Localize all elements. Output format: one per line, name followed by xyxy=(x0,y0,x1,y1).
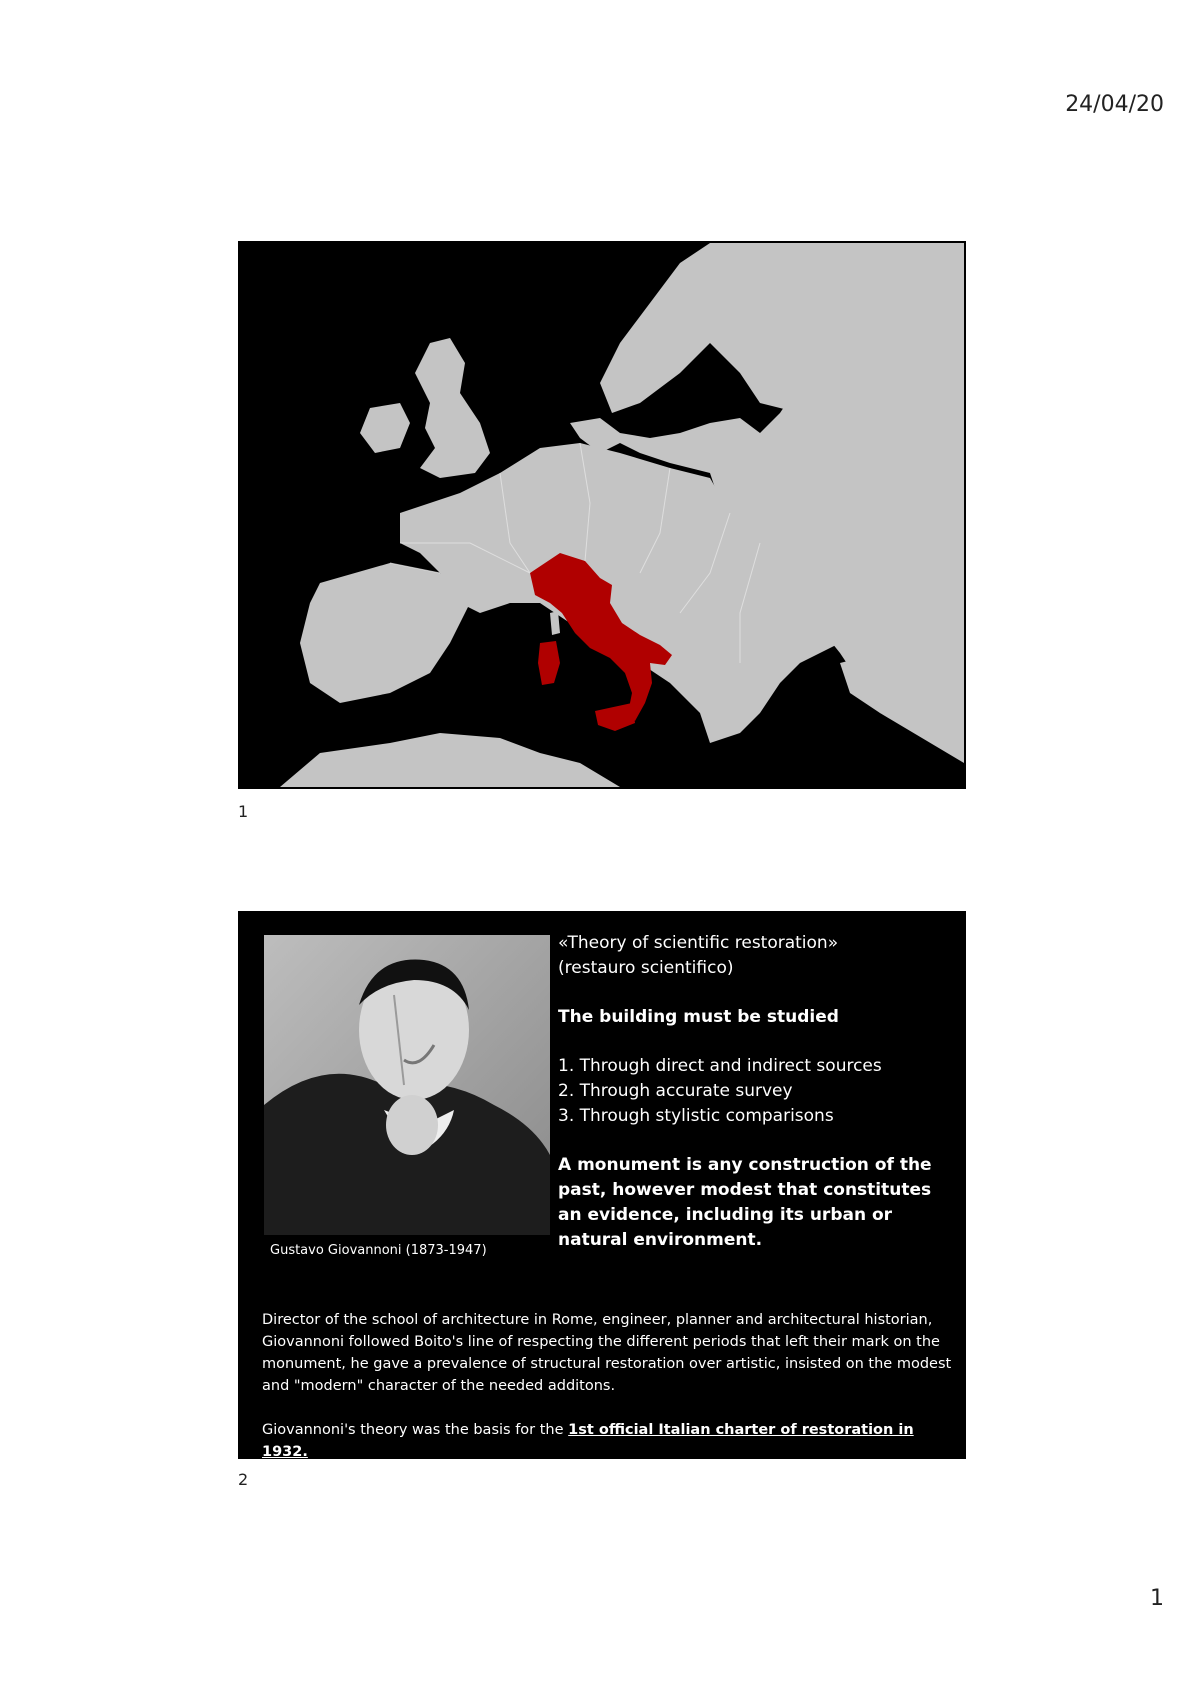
study-heading: The building must be studied xyxy=(558,1007,839,1027)
slide-2-number: 2 xyxy=(238,1470,249,1489)
step-item: 1. Through direct and indirect sources xyxy=(558,1056,882,1076)
slide-2 xyxy=(238,911,966,1459)
europe-map xyxy=(240,243,964,787)
bio-paragraph: Director of the school of architecture in Rome, engineer, planner and architectural historian, Giovannoni followed Boito's line of respecting the different periods that left their mark on the monument, he gave a prevalence of structural restoration over artistic, insisted on the modest and "modern" character of the needed additons. xyxy=(262,1312,952,1394)
step-item: 3. Through stylistic comparisons xyxy=(558,1106,834,1126)
theory-title: «Theory of scientific restoration» xyxy=(558,933,839,953)
slide-1-number: 1 xyxy=(238,802,249,821)
charter-prefix: Giovannoni's theory was the basis for the xyxy=(262,1422,569,1438)
charter-paragraph xyxy=(262,1419,952,1463)
step-item: 2. Through accurate survey xyxy=(558,1081,793,1101)
portrait-caption: Gustavo Giovannoni (1873-1947) xyxy=(270,1243,487,1258)
theory-text-block xyxy=(558,931,958,1253)
slide-1-map xyxy=(238,241,966,789)
header-date: 24/04/20 xyxy=(1065,92,1164,117)
theory-subtitle: (restauro scientifico) xyxy=(558,958,734,978)
charter-link[interactable]: 1st official Italian charter of restoration in 1932. xyxy=(262,1422,914,1460)
page-number: 1 xyxy=(1150,1586,1164,1611)
portrait-photo xyxy=(264,935,550,1235)
monument-definition: A monument is any construction of the past, however modest that constitutes an evidence, including its urban or natural environment. xyxy=(558,1155,932,1250)
bio-text-block xyxy=(262,1309,952,1463)
